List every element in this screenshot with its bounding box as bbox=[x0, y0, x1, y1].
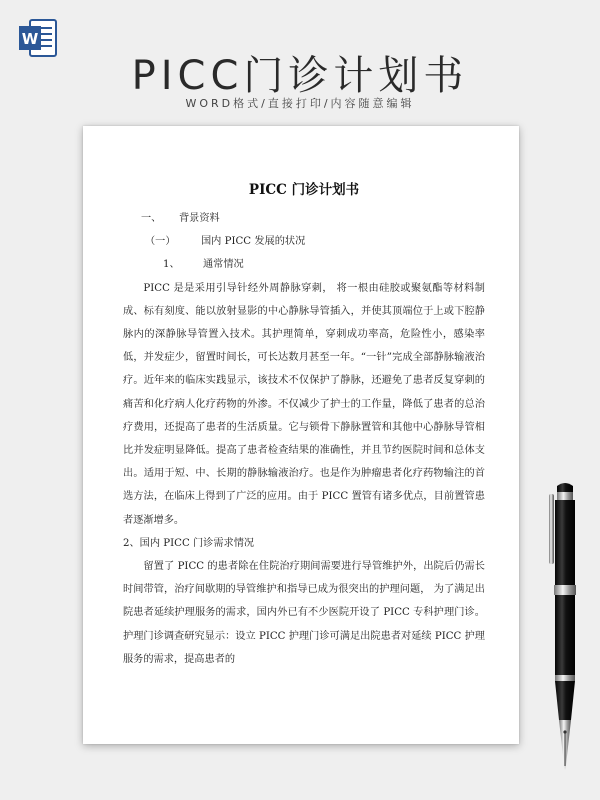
document-title: PICC 门诊计划书 bbox=[248, 182, 360, 198]
item-heading-2: 2、国内 PICC 门诊需求情况 bbox=[123, 537, 255, 549]
section-number: 一、 bbox=[141, 213, 162, 224]
body-paragraph-2: 留置了 PICC 的患者除在住院治疗期间需要进行导管维护外，出院后仍需长时间带管，治疗间歇期的导管维护和指导已成为很突出的护理问题， 为了满足出院患者延续护理服务的需求，国内外已有不少医院开设了 PICC 专科护理门诊。护理门诊调查研究显示：设立 PICC 护理门诊可满足出院患者对延续 PICC 护理服务的需求，提高患者的 bbox=[123, 561, 485, 665]
item-text: 通常情况 bbox=[203, 259, 244, 271]
body-paragraph-1: PICC 是是采用引导针经外周静脉穿刺， 将一根由硅胶或聚氨酯等材料制成、标有刻度、能以放射显影的中心静脉导管插入，并使其顶端位于上或下腔静脉内的深静脉导管置入技术。其护理简单，穿刺成功率高，危险性小，感染率低，并发症少，留置时间长，可长达数月甚至一年。“一针”完成全部静脉输液治疗。近年来的临床实践显示，该技术不仅保护了静脉，还避免了患者反复穿刺的痛苦和化疗病人化疗药物的外渗。不仅减少了护士的工作量，降低了患者的总治疗费用，还提高了患者的生活质量。它与锁骨下静脉置管和其他中心静脉导管相比并发症明显降低。提高了患者检查结果的准确性，并且节约医院时间和总体支出。适用于短、中、长期的静脉输液治疗。也是作为肿瘤患者化疗药物输注的首选方法，在临床上得到了广泛的应用。由于 PICC 置管有诸多优点，目前置管患者逐渐增多。 bbox=[123, 282, 485, 526]
subsection-number: （一） bbox=[145, 236, 176, 248]
fountain-pen-icon bbox=[535, 480, 595, 780]
svg-text:W: W bbox=[21, 30, 39, 48]
subsection-heading bbox=[123, 230, 485, 253]
item-heading bbox=[123, 253, 485, 276]
page-subtitle: WORD格式/直接打印/内容随意编辑 bbox=[185, 97, 415, 110]
page-title: PICC门诊计划书 bbox=[131, 53, 469, 99]
subsection-text: 国内 PICC 发展的状况 bbox=[201, 236, 306, 248]
document-page bbox=[83, 126, 519, 744]
item-number: 1、 bbox=[163, 259, 180, 271]
section-text: 背景资料 bbox=[179, 213, 220, 224]
section-heading bbox=[123, 207, 485, 230]
